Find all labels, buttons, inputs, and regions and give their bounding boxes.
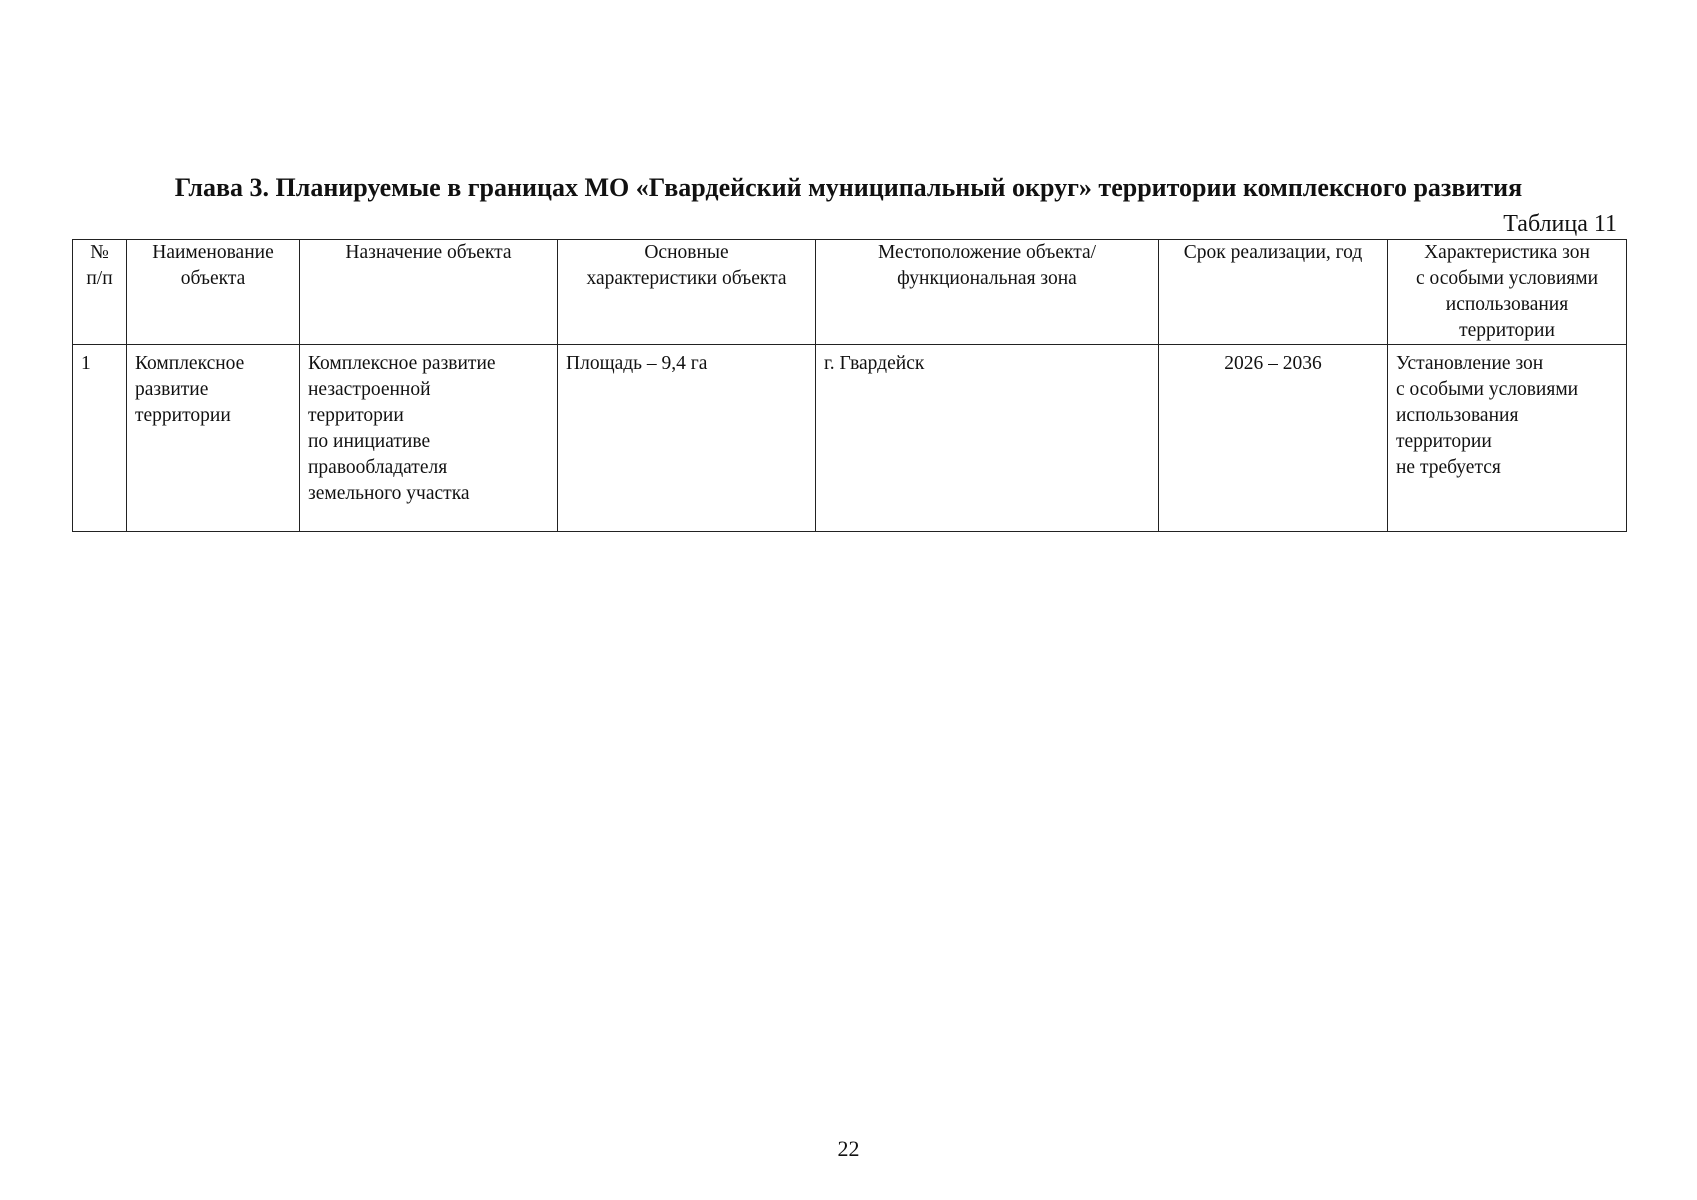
header-term-label: Срок реализации, год <box>1183 242 1363 263</box>
table-row <box>73 345 1627 532</box>
cell-purpose-text: Комплексное развитие незастроенной территории по инициативе правообладателя земельного участка <box>308 353 496 504</box>
table-header-row <box>73 240 1627 345</box>
cell-location <box>816 345 1159 532</box>
cell-term-text: 2026 – 2036 <box>1224 353 1322 374</box>
header-zones <box>1388 240 1627 345</box>
cell-characteristics <box>558 345 816 532</box>
table-label: Таблица 11 <box>1503 211 1617 237</box>
cell-number-text: 1 <box>81 353 91 374</box>
header-zones-label: Характеристика зон с особыми условиями использования территории <box>1415 242 1599 341</box>
cell-characteristics-text: Площадь – 9,4 га <box>566 353 708 374</box>
header-characteristics <box>558 240 816 345</box>
header-characteristics-label: Основные характеристики объекта <box>586 242 787 289</box>
cell-name <box>127 345 300 532</box>
cell-term <box>1159 345 1388 532</box>
cell-name-text: Комплексное развитие территории <box>135 353 245 426</box>
cell-zones <box>1388 345 1627 532</box>
page-number: 22 <box>837 1136 860 1161</box>
header-number <box>73 240 127 345</box>
header-purpose <box>300 240 558 345</box>
cell-purpose <box>300 345 558 532</box>
page-title: Глава 3. Планируемые в границах МО «Гвардейский муниципальный округ» территории комплексного развития <box>174 173 1523 202</box>
data-table <box>72 239 1627 532</box>
header-purpose-label: Назначение объекта <box>345 242 512 263</box>
header-name-label: Наименование объекта <box>152 242 274 289</box>
header-location-label: Местоположение объекта/ функциональная зона <box>877 242 1097 289</box>
cell-location-text: г. Гвардейск <box>824 353 925 374</box>
header-term <box>1159 240 1388 345</box>
header-number-label: № п/п <box>86 242 113 289</box>
header-location <box>816 240 1159 345</box>
header-name <box>127 240 300 345</box>
cell-number <box>73 345 127 532</box>
cell-zones-text: Установление зон с особыми условиями использования территории не требуется <box>1396 353 1579 478</box>
